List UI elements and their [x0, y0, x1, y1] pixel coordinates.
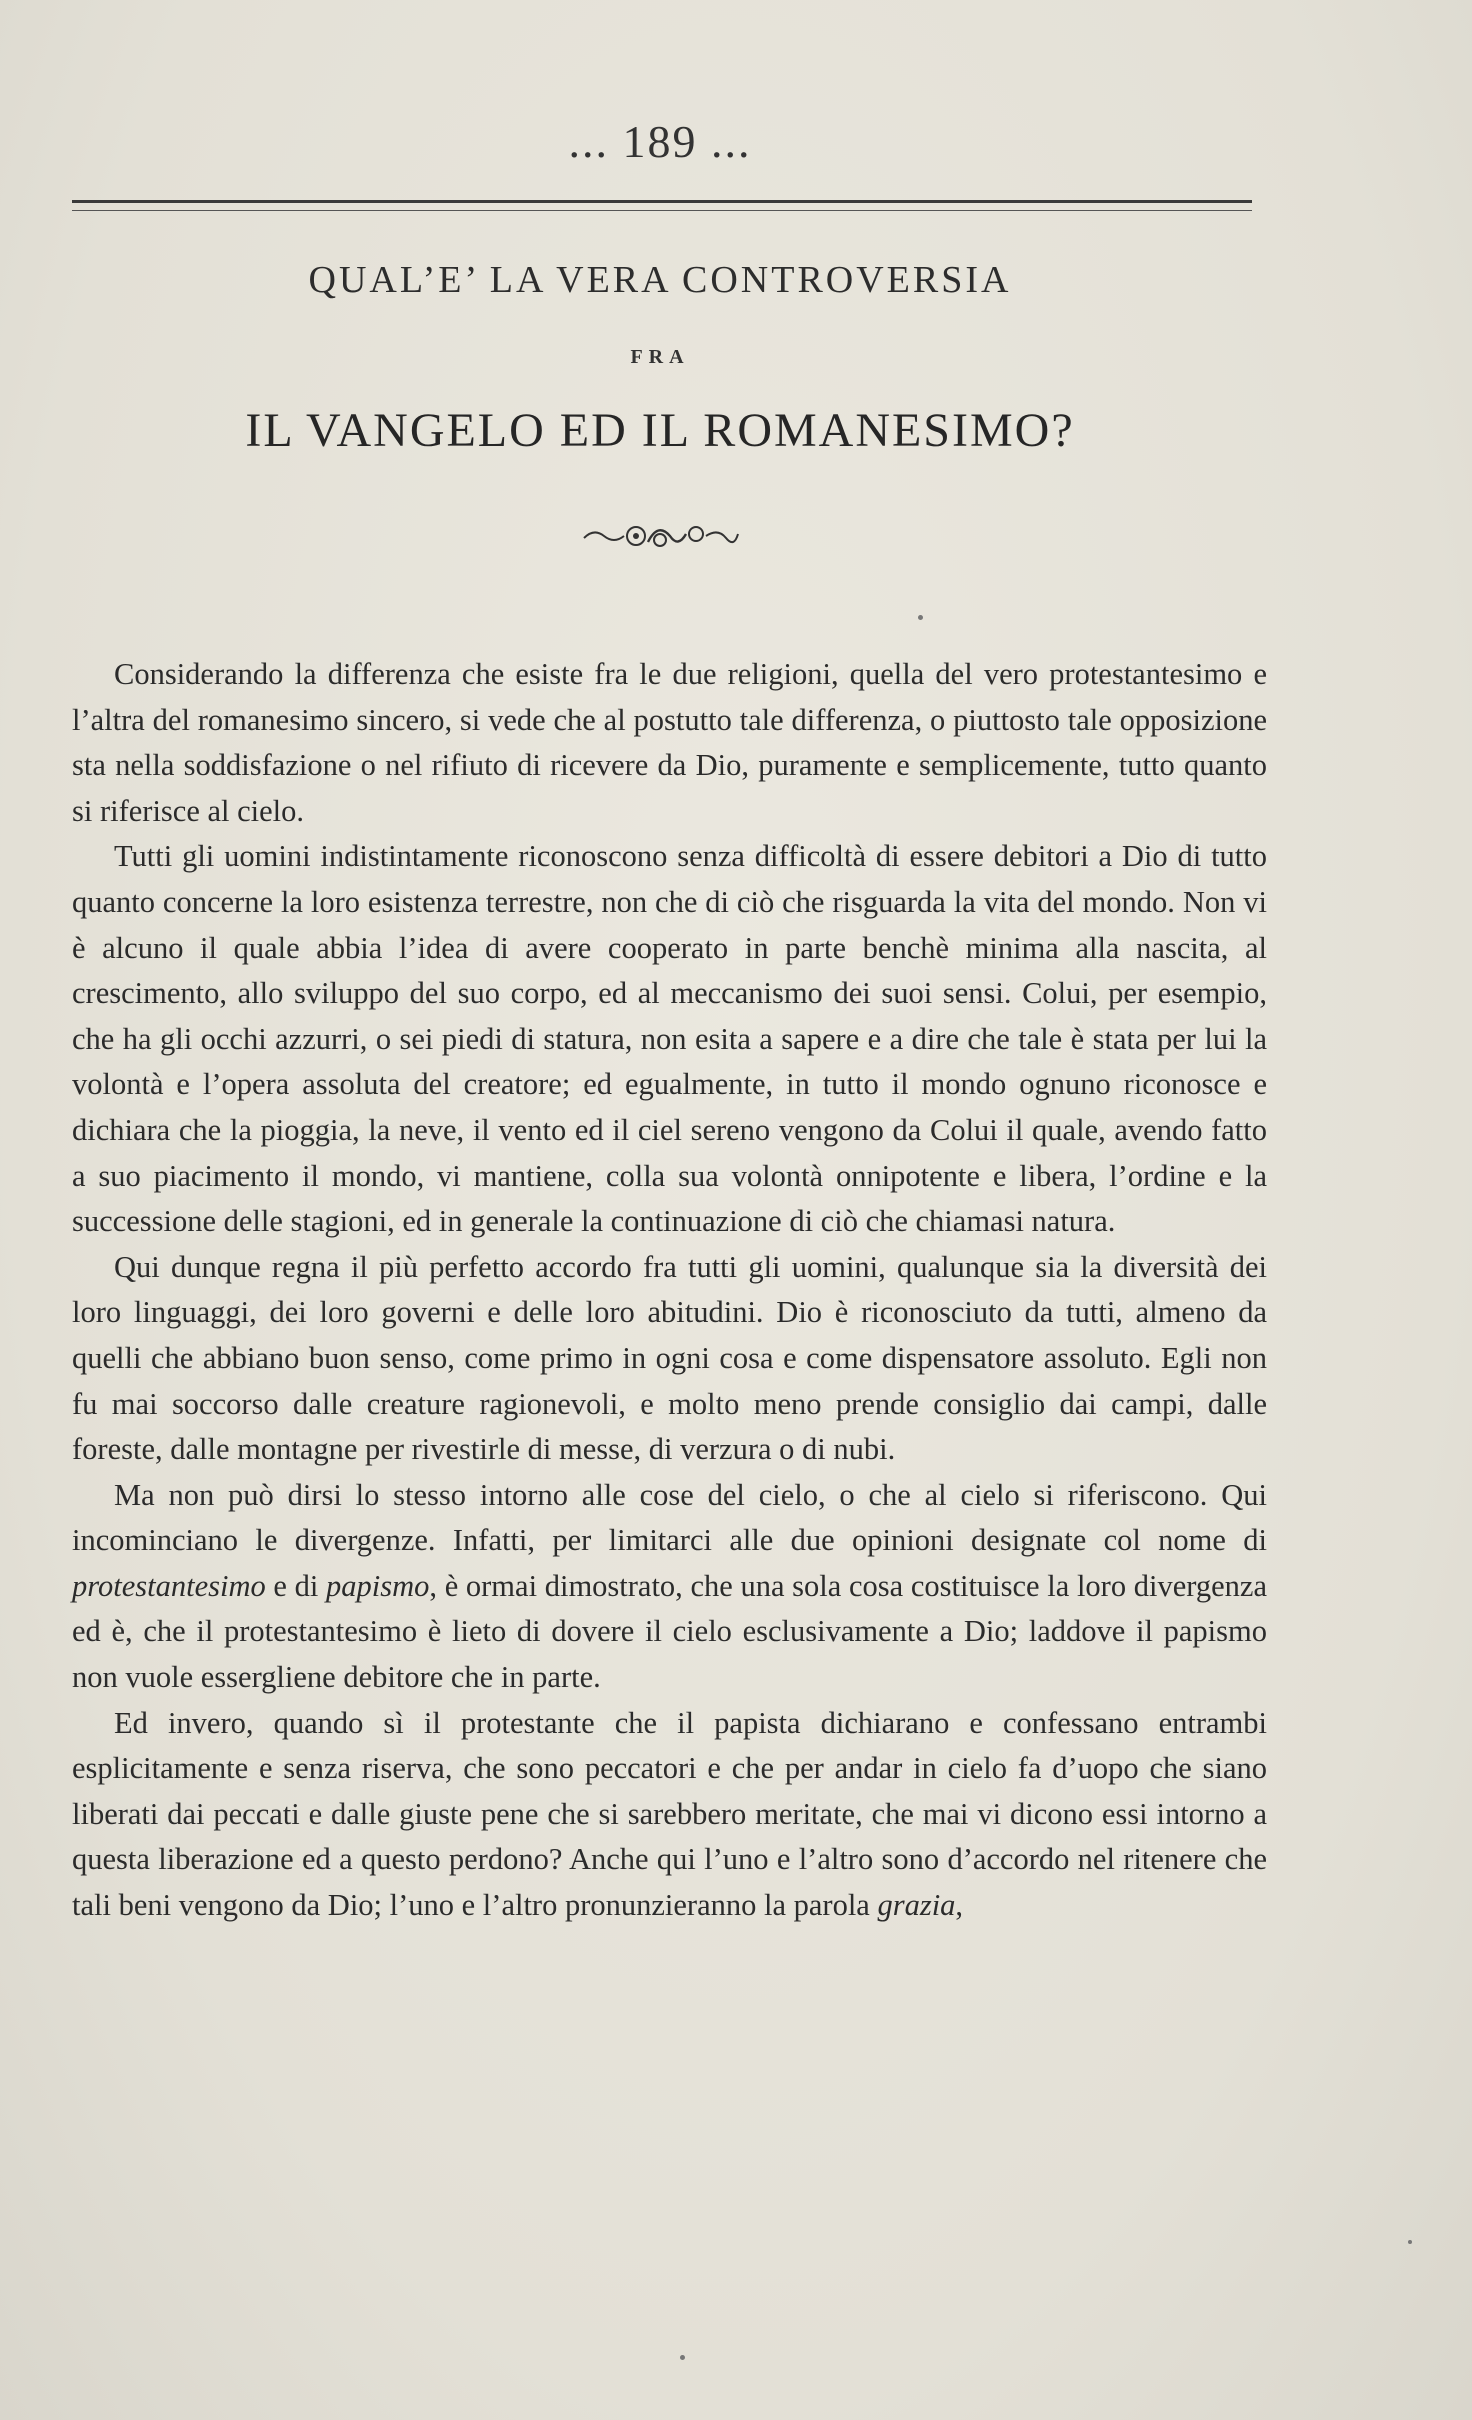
paragraph-text: Ed invero, quando sì il protestante che il papista dichiarano e confessano entrambi esplicitamente e senza riserva, che sono peccatori e che per andar in cielo fa d’uopo che siano liberati dai peccati e dalle giuste pene che si sarebbero meritate, che mai vi dicono essi intorno a questa liberazione ed a questo perdono? Anche qui l’uno e l’altro sono d’accordo nel ritenere che tali beni vengono da Dio; l’uno e l’altro pronunzieranno la parola: [72, 1705, 1267, 1923]
header-rule-thick: [72, 200, 1252, 203]
title-line-1: QUAL’E’ LA VERA CONTROVERSIA: [308, 259, 1012, 301]
title-line-2: IL VANGELO ED IL ROMANESIMO?: [245, 404, 1075, 457]
paragraph-text: Tutti gli uomini indistintamente riconoscono senza difficoltà di essere debitori a Dio di tutto quanto concerne la loro esistenza terrestre, non che di ciò che risguarda la vita del mondo. Non vi è alcuno il quale abbia l’idea di avere cooperato in parte benchè minima alla nascita, al crescimento, allo sviluppo del suo corpo, ed al meccanismo dei suoi sensi. Colui, per esempio, che ha gli occhi azzurri, o sei piedi di statura, non esita a sapere e a dire che tale è stata per lui la volontà e l’opera assoluta del creatore; ed egualmente, in tutto il mondo ognuno riconosce e dichiara che la pioggia, la neve, il vento ed il ciel sereno vengono da Colui il quale, avendo fatto a suo piacimento il mondo, vi mantiene, colla sua volontà onnipotente e libera, l’ordine e la successione delle stagioni, ed in generale la continuazione di ciò che chiamasi natura.: [72, 839, 1267, 1239]
paper-speck: [1408, 2240, 1412, 2244]
paragraph-1: [72, 652, 1267, 834]
page-number: ... 189 ...: [568, 116, 752, 167]
paragraph-text: Considerando la differenza che esiste fra le due religioni, quella del vero protestantesimo e l’altra del romanesimo sincero, si vede che al postutto tale differenza, o piuttosto tale opposizione sta nella soddisfazione o nel rifiuto di ricevere da Dio, puramente e semplicemente, tutto quanto si riferisce al cielo.: [72, 657, 1267, 828]
body-text: [72, 652, 1267, 1929]
header-rule-thin: [72, 210, 1252, 211]
paragraph-2: [72, 834, 1267, 1244]
italic-term-protestantesimo: protestantesimo: [72, 1568, 266, 1603]
italic-term-grazia: grazia: [877, 1888, 956, 1923]
italic-term-papismo: papismo: [326, 1568, 430, 1603]
paragraph-text: e di: [265, 1568, 327, 1603]
paragraph-text: , è ormai dimostrato, che una sola cosa costituisce la loro divergenza ed è, che il protestantesimo è lieto di dovere il cielo esclusivamente a Dio; laddove il papismo non vuole essergliene debitore che in parte.: [72, 1568, 1267, 1695]
title-connector: FRA: [630, 346, 690, 368]
paper-speck: [680, 2355, 685, 2360]
paragraph-4: [72, 1473, 1267, 1701]
paragraph-text: Ma non può dirsi lo stesso intorno alle cose del cielo, o che al cielo si riferiscono. Qui incominciano le divergenze. Infatti, per limitarci alle due opinioni designate col nome di: [72, 1477, 1267, 1558]
decorative-flourish-icon: [580, 516, 740, 556]
paragraph-5: [72, 1701, 1267, 1929]
paper-speck: [918, 615, 923, 620]
paragraph-text: ,: [955, 1888, 964, 1923]
paragraph-text: Qui dunque regna il più perfetto accordo fra tutti gli uomini, qualunque sia la diversità dei loro linguaggi, dei loro governi e delle loro abitudini. Dio è riconosciuto da tutti, almeno da quelli che abbiano buon senso, come primo in ogni cosa e come dispensatore assoluto. Egli non fu mai soccorso dalle creature ragionevoli, e molto meno prende consiglio dai campi, dalle foreste, dalle montagne per rivestirle di messe, di verzura o di nubi.: [72, 1249, 1267, 1467]
paragraph-3: [72, 1245, 1267, 1473]
